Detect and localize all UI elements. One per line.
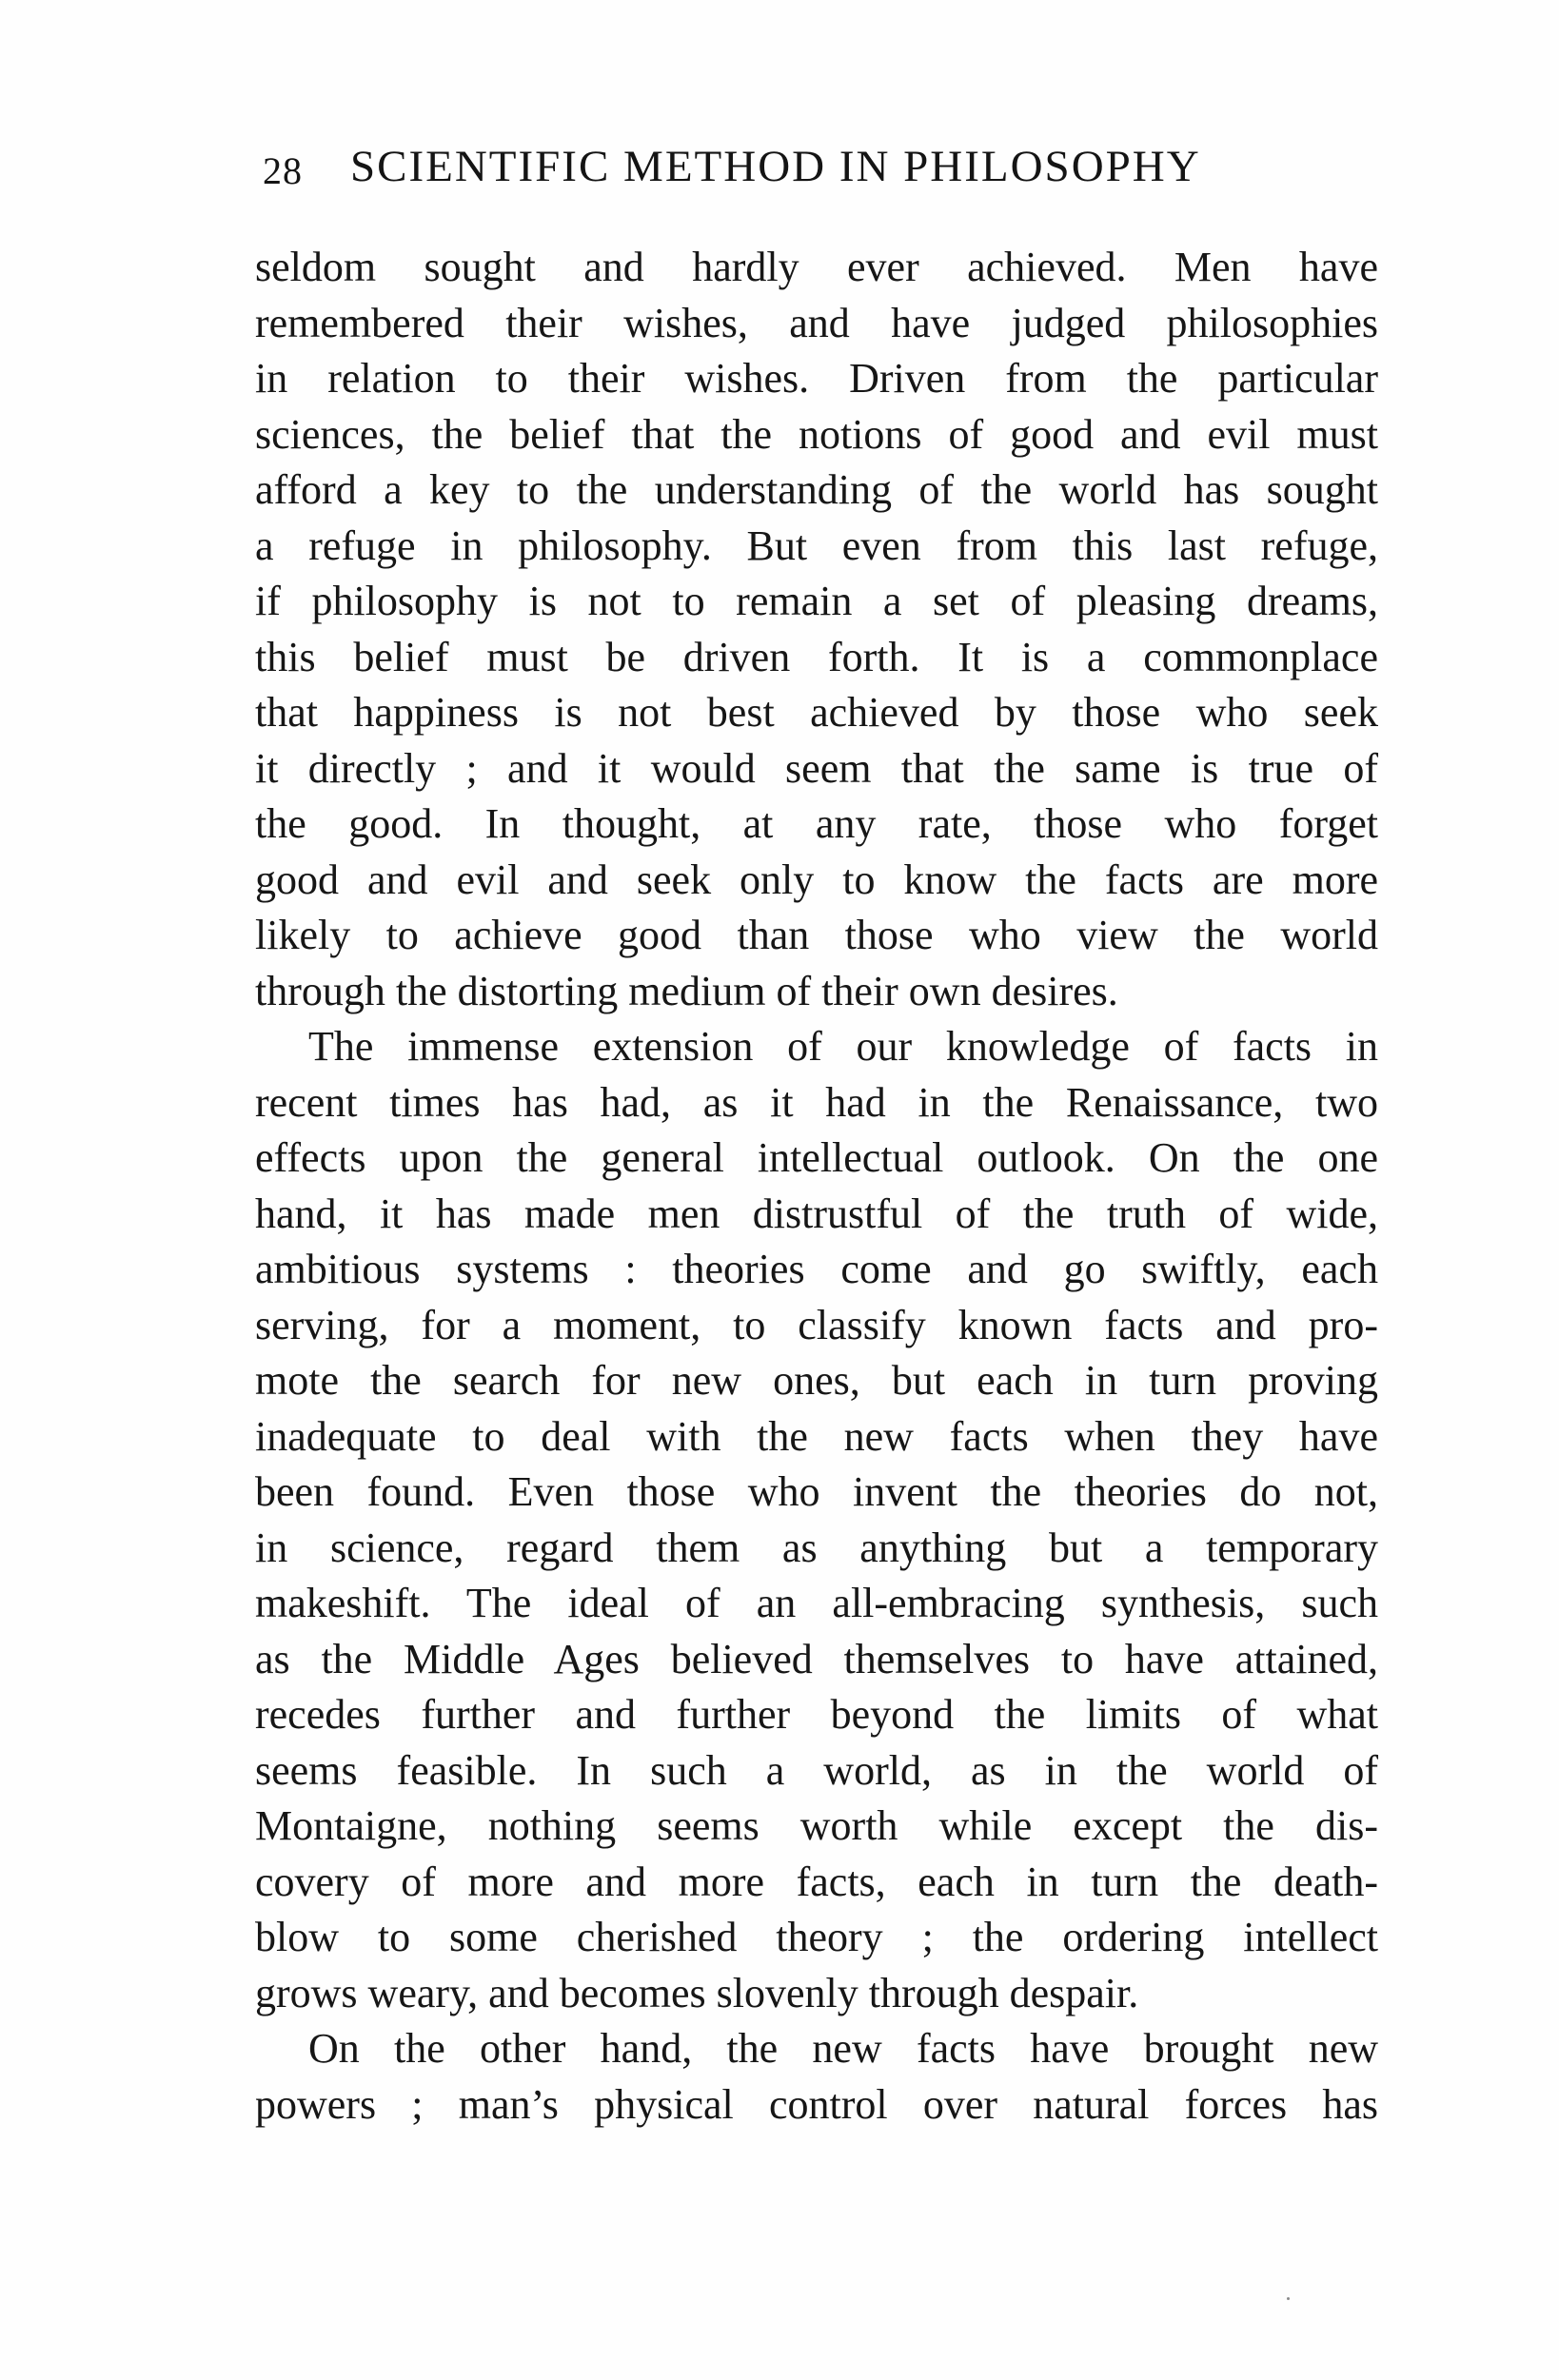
text-line: as the Middle Ages believed themselves to have attained,: [255, 1635, 1378, 1682]
running-head: SCIENTIFIC METHOD IN PHILOSOPHY: [350, 142, 1201, 191]
text-line: grows weary, and becomes slovenly through despair.: [255, 1969, 1139, 2016]
text-line: seldom sought and hardly ever achieved. Men have: [255, 244, 1378, 290]
text-line: this belief must be driven forth. It is a commonplace: [255, 633, 1378, 680]
text-line: recent times has had, as it had in the Renaissance, two: [255, 1078, 1378, 1126]
text-line: Montaigne, nothing seems worth while except the dis-: [255, 1802, 1378, 1849]
text-line: been found. Even those who invent the theories do not,: [255, 1468, 1378, 1515]
text-line: if philosophy is not to remain a set of pleasing dreams,: [255, 578, 1378, 624]
text-line: afford a key to the understanding of the world has sought: [255, 466, 1378, 513]
page-number: 28: [263, 149, 303, 192]
paragraph: [255, 240, 1378, 1019]
text-line: that happiness is not best achieved by those who seek: [255, 689, 1378, 736]
paragraph: [255, 2021, 1378, 2133]
text-line: makeshift. The ideal of an all-embracing synthesis, such: [255, 1580, 1378, 1626]
text-line: recedes further and further beyond the limits of what: [255, 1691, 1378, 1738]
text-line: it directly ; and it would seem that the same is true of: [255, 744, 1378, 792]
text-line: covery of more and more facts, each in turn the death-: [255, 1858, 1378, 1905]
text-line: powers ; man’s physical control over natural forces has: [255, 2080, 1378, 2128]
text-line: seems feasible. In such a world, as in the world of: [255, 1746, 1378, 1794]
text-line: remembered their wishes, and have judged philosophies: [255, 299, 1378, 346]
page-header: [0, 141, 1559, 207]
paper-speck: [1287, 2297, 1290, 2300]
text-line: the good. In thought, at any rate, those who forget: [255, 800, 1378, 847]
text-line: in science, regard them as anything but a temporary: [255, 1524, 1378, 1571]
text-line: On the other hand, the new facts have brought new: [308, 2025, 1378, 2072]
text-line: The immense extension of our knowledge of facts in: [308, 1023, 1378, 1070]
text-line: ambitious systems : theories come and go swiftly, each: [255, 1246, 1378, 1292]
text-line: a refuge in philosophy. But even from this last refuge,: [255, 521, 1378, 569]
text-line: through the distorting medium of their own desires.: [255, 967, 1118, 1014]
body-text: [255, 240, 1378, 2133]
text-line: good and evil and seek only to know the facts are more: [255, 856, 1378, 903]
text-line: blow to some cherished theory ; the ordering intellect: [255, 1914, 1378, 1960]
text-line: serving, for a moment, to classify known facts and pro-: [255, 1301, 1378, 1348]
text-line: likely to achieve good than those who view the world: [255, 912, 1378, 958]
text-line: effects upon the general intellectual outlook. On the one: [255, 1134, 1378, 1181]
text-line: in relation to their wishes. Driven from the particular: [255, 355, 1378, 402]
text-line: inadequate to deal with the new facts when they have: [255, 1412, 1378, 1460]
paragraph: [255, 1019, 1378, 2021]
text-line: hand, it has made men distrustful of the truth of wide,: [255, 1190, 1378, 1237]
text-line: mote the search for new ones, but each in turn proving: [255, 1357, 1378, 1404]
text-line: sciences, the belief that the notions of good and evil must: [255, 410, 1378, 458]
